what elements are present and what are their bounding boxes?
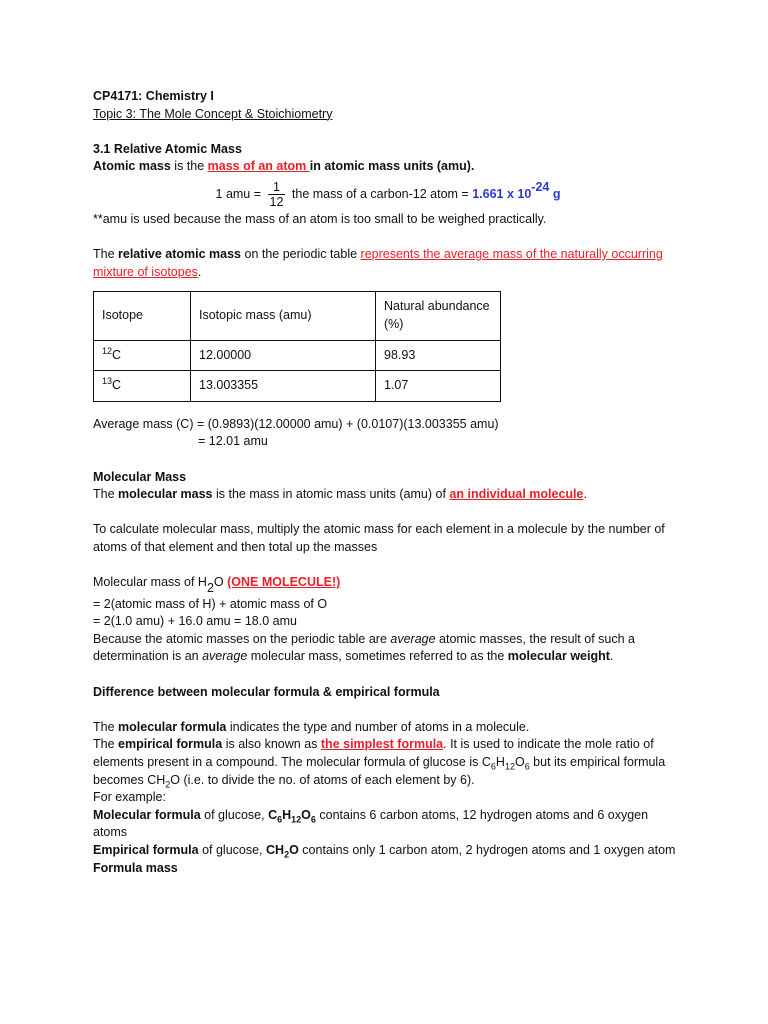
molecular-mass-definition: The molecular mass is the mass in atomic mass units (amu) of an individual molecule. [93,487,587,502]
molecular-formula-example: Molecular formula of glucose, $C_6H_{12}O_6$ contains 6 carbon atoms, 12 hydrogen atoms and 6 oxygen atoms [93,807,649,840]
h2o-molecular-mass-label: Molecular mass of H2O (ONE MOLECULE!) [93,575,341,596]
topic-title: Topic 3: The Mole Concept & Stoichiometry [93,106,333,121]
isotope-table [93,291,501,401]
section-heading-formula-difference: Difference between molecular formula & empirical formula [93,684,440,699]
highlight-one-molecule: (ONE MOLECULE!) [227,575,341,590]
document-page [93,88,683,877]
h2o-equation-line-1: = 2(atomic mass of H) + atomic mass of O [93,596,328,611]
h2o-equation-line-2: = 2(1.0 amu) + 16.0 amu = 18.0 amu [93,614,297,629]
table-cell-isotope: $^{12}$C [94,340,191,371]
example-label: For example: [93,790,166,805]
course-title: CP4171: Chemistry I [93,89,214,103]
average-mass-result: = 12.01 amu [198,434,268,449]
average-molecular-mass-note: Because the atomic masses on the periodic table are average atomic masses, the result of such a determination is an average molecular mass, sometimes referred to as the molecular weight. [93,631,635,664]
table-cell-abundance: 1.07 [376,371,501,402]
highlight-individual-molecule: an individual molecule [449,487,584,502]
table-cell-mass: 13.003355 [191,371,376,402]
highlight-simplest-formula: the simplest formula [320,737,444,752]
empirical-formula-definition: The empirical formula is also known as the simplest formula. It is used to indicate the mole ratio of elements present in a compound. The molecular formula of glucose is $C_6H_{12}O_6$ but its empirical formula becomes $CH_2O$ (i.e. to divide the no. of atoms of each element by 6). [93,737,666,790]
empirical-formula-example: Empirical formula of glucose, $CH_2O$ contains only 1 carbon atom, 2 hydrogen atoms and 1 oxygen atom [93,842,676,860]
relative-atomic-mass-definition: The relative atomic mass on the periodic table represents the average mass of the naturally occurring mixture of isotopes. [93,247,663,279]
table-header-row [94,292,501,340]
table-cell-mass: 12.00000 [191,340,376,371]
highlight-mass-of-atom: mass of an atom [207,159,310,174]
amu-equation: 1 amu = $\frac{1}{12}$ the mass of a carbon-12 atom = 1.661 x 10-24 g [215,179,561,209]
section-heading-formula-mass: Formula mass [93,860,178,875]
section-heading-molecular-mass: Molecular Mass [93,469,187,484]
table-header-cell: Natural abundance (%) [376,292,501,340]
table-header-cell: Isotopic mass (amu) [191,292,376,340]
table-cell-abundance: 98.93 [376,340,501,371]
molecular-formula-definition: The molecular formula indicates the type and number of atoms in a molecule. [93,719,530,734]
table-row [94,371,501,402]
table-cell-isotope: $^{13}$C [94,371,191,402]
highlight-average-mass: represents the average mass of the naturally occurring mixture of isotopes [93,247,663,279]
molecular-mass-calculation-text: To calculate molecular mass, multiply the atomic mass for each element in a molecule by the number of atoms of that element and then total up the masses [93,522,665,554]
fraction-one-twelfth: $\frac{1}{12}$ [269,179,284,209]
atomic-mass-definition: Atomic mass is the mass of an atom in atomic mass units (amu). [93,159,475,174]
table-header-cell: Isotope [94,292,191,340]
amu-note: **amu is used because the mass of an atom is too small to be weighed practically. [93,211,547,226]
average-mass-equation: Average mass (C) = (0.9893)(12.00000 amu) + (0.0107)(13.003355 amu) [93,416,499,431]
section-heading-relative-atomic-mass: 3.1 Relative Atomic Mass [93,141,242,156]
table-row [94,340,501,371]
